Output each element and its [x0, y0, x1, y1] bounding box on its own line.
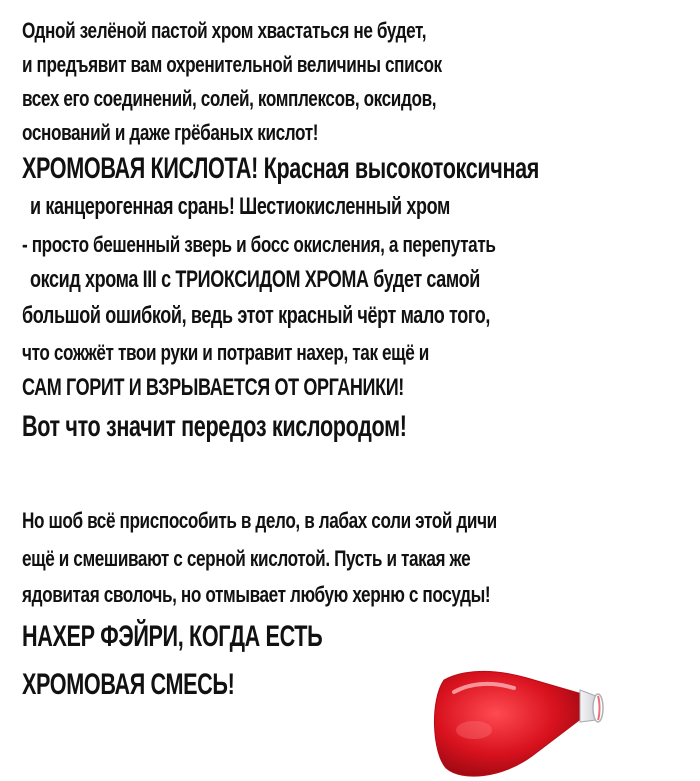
text-line: ядовитая сволочь, но отмывает любую херню с посуды! — [22, 582, 491, 607]
text-line: оснований и даже грёбаных кислот! — [22, 120, 319, 145]
closing-line: НАХЕР ФЭЙРИ, КОГДА ЕСТЬ — [22, 620, 323, 653]
closing-line: ХРОМОВАЯ СМЕСЬ! — [22, 668, 235, 701]
heading-line: ХРОМОВАЯ КИСЛОТА! Красная высокотоксичная — [22, 152, 540, 185]
text-line: большой ошибкой, ведь этот красный чёрт мало того, — [22, 302, 490, 329]
text-span: и канцерогенная срань! Шестиокисленный хром — [30, 193, 450, 220]
text-line: Одной зелёной пастой хром хвастаться не будет, — [22, 18, 427, 43]
text-line: всех его соединений, солей, комплексов, оксидов, — [22, 86, 437, 111]
text-line: и предъявит вам охренительной величины список — [22, 52, 442, 77]
text-line: ещё и смешивают с серной кислотой. Пусть и такая же — [22, 546, 471, 571]
text-line: оксид хрома III с ТРИОКСИДОМ ХРОМА будет самой — [30, 266, 480, 293]
flask-image — [432, 660, 612, 781]
text-line: Но шоб всё приспособить в дело, в лабах соли этой дичи — [22, 508, 497, 533]
text-line — [30, 193, 450, 221]
heading-line: Вот что значит передоз кислородом! — [22, 410, 407, 443]
text-line: что сожжёт твои руки и потравит нахер, так ещё и — [22, 340, 429, 365]
text-line: - просто бешенный зверь и босс окисления, а перепутать — [22, 232, 496, 257]
text-line: САМ ГОРИТ И ВЗРЫВАЕТСЯ ОТ ОРГАНИКИ! — [22, 374, 404, 401]
